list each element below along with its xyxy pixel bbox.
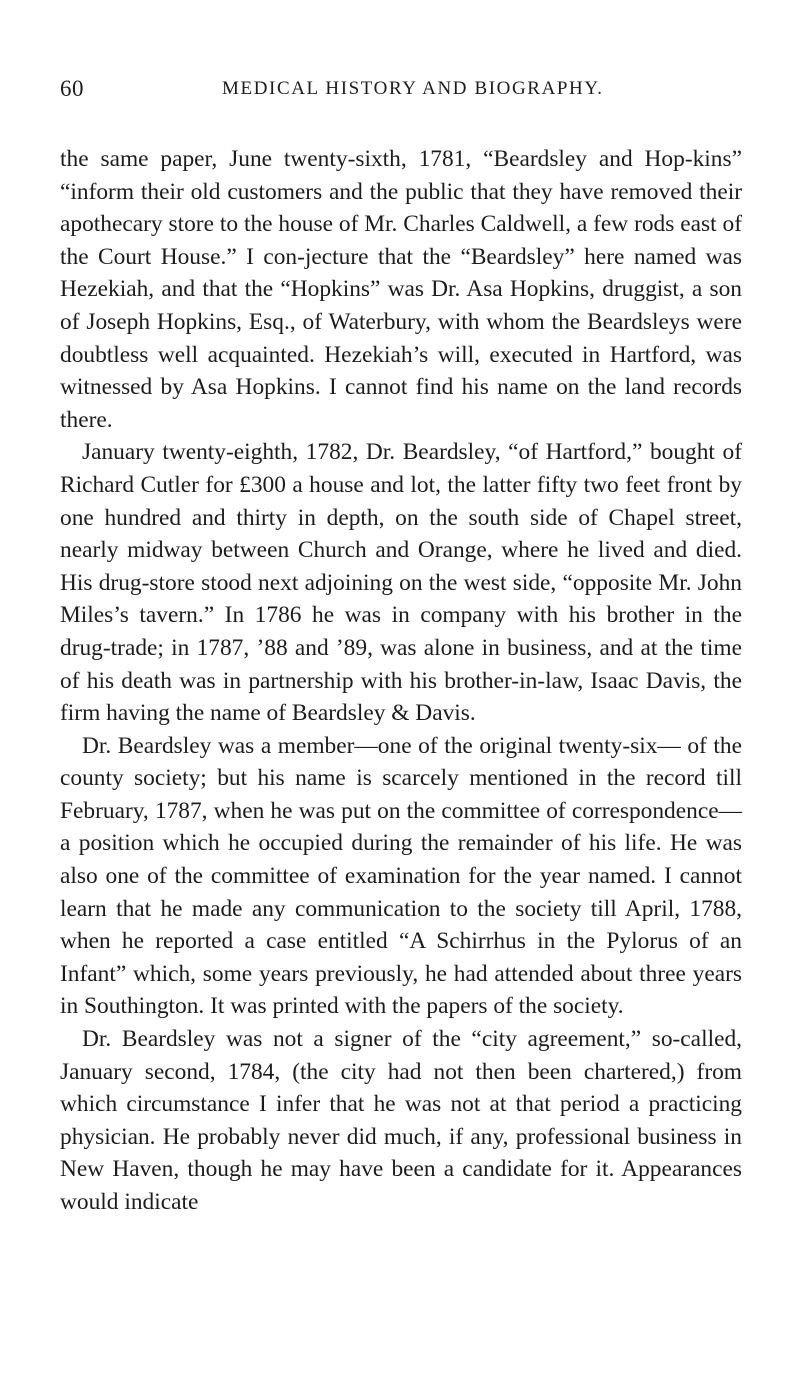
paragraph-county-society: Dr. Beardsley was a member—one of the original twenty-six— of the county society; but his name is scarcely mentioned in the record till February, 1787, when he was put on the committee of correspondence—a position which he occupied during the remainder of his life. He was also one of the committee of examination for the year named. I cannot learn that he made any communication to the society till April, 1788, when he reported a case entitled “A Schirrhus in the Pylorus of an Infant” which, some years previously, he had attended about three years in Southington. It was printed with the papers of the society. (60, 732, 742, 1020)
paragraph-land-purchase: January twenty-eighth, 1782, Dr. Beardsley, “of Hartford,” bought of Richard Cutler for £300 a house and lot, the latter fifty two feet front by one hundred and thirty in depth, on the south side of Chapel street, nearly midway between Church and Orange, where he lived and died. His drug-store stood next adjoining on the west side, “opposite Mr. John Miles’s tavern.” In 1786 he was in company with his brother in the drug-trade; in 1787, ’88 and ’89, was alone in business, and at the time of his death was in partnership with his brother-in-law, Isaac Davis, the firm having the name of Beardsley & Davis. (60, 439, 742, 727)
running-head (60, 76, 740, 106)
page-number: 60 (60, 76, 84, 101)
running-title: MEDICAL HISTORY AND BIOGRAPHY. (222, 78, 604, 99)
paragraph-city-agreement: Dr. Beardsley was not a signer of the “city agreement,” so-called, January second, 1784, (the city had not then been chartered,) from which circumstance I infer that he was not at that period a practicing physician. He probably never did much, if any, professional business in New Haven, though he may have been a candidate for it. Appearances would indicate (60, 1026, 742, 1215)
body-text (60, 143, 742, 1219)
paragraph-continued: the same paper, June twenty-sixth, 1781, “Beardsley and Hop-kins” “inform their old customers and the public that they have removed their apothecary store to the house of Mr. Charles Caldwell, a few rods east of the Court House.” I con-jecture that the “Beardsley” here named was Hezekiah, and that the “Hopkins” was Dr. Asa Hopkins, druggist, a son of Joseph Hopkins, Esq., of Waterbury, with whom the Beardsleys were doubtless well acquainted. Hezekiah’s will, executed in Hartford, was witnessed by Asa Hopkins. I cannot find his name on the land records there. (60, 146, 742, 433)
